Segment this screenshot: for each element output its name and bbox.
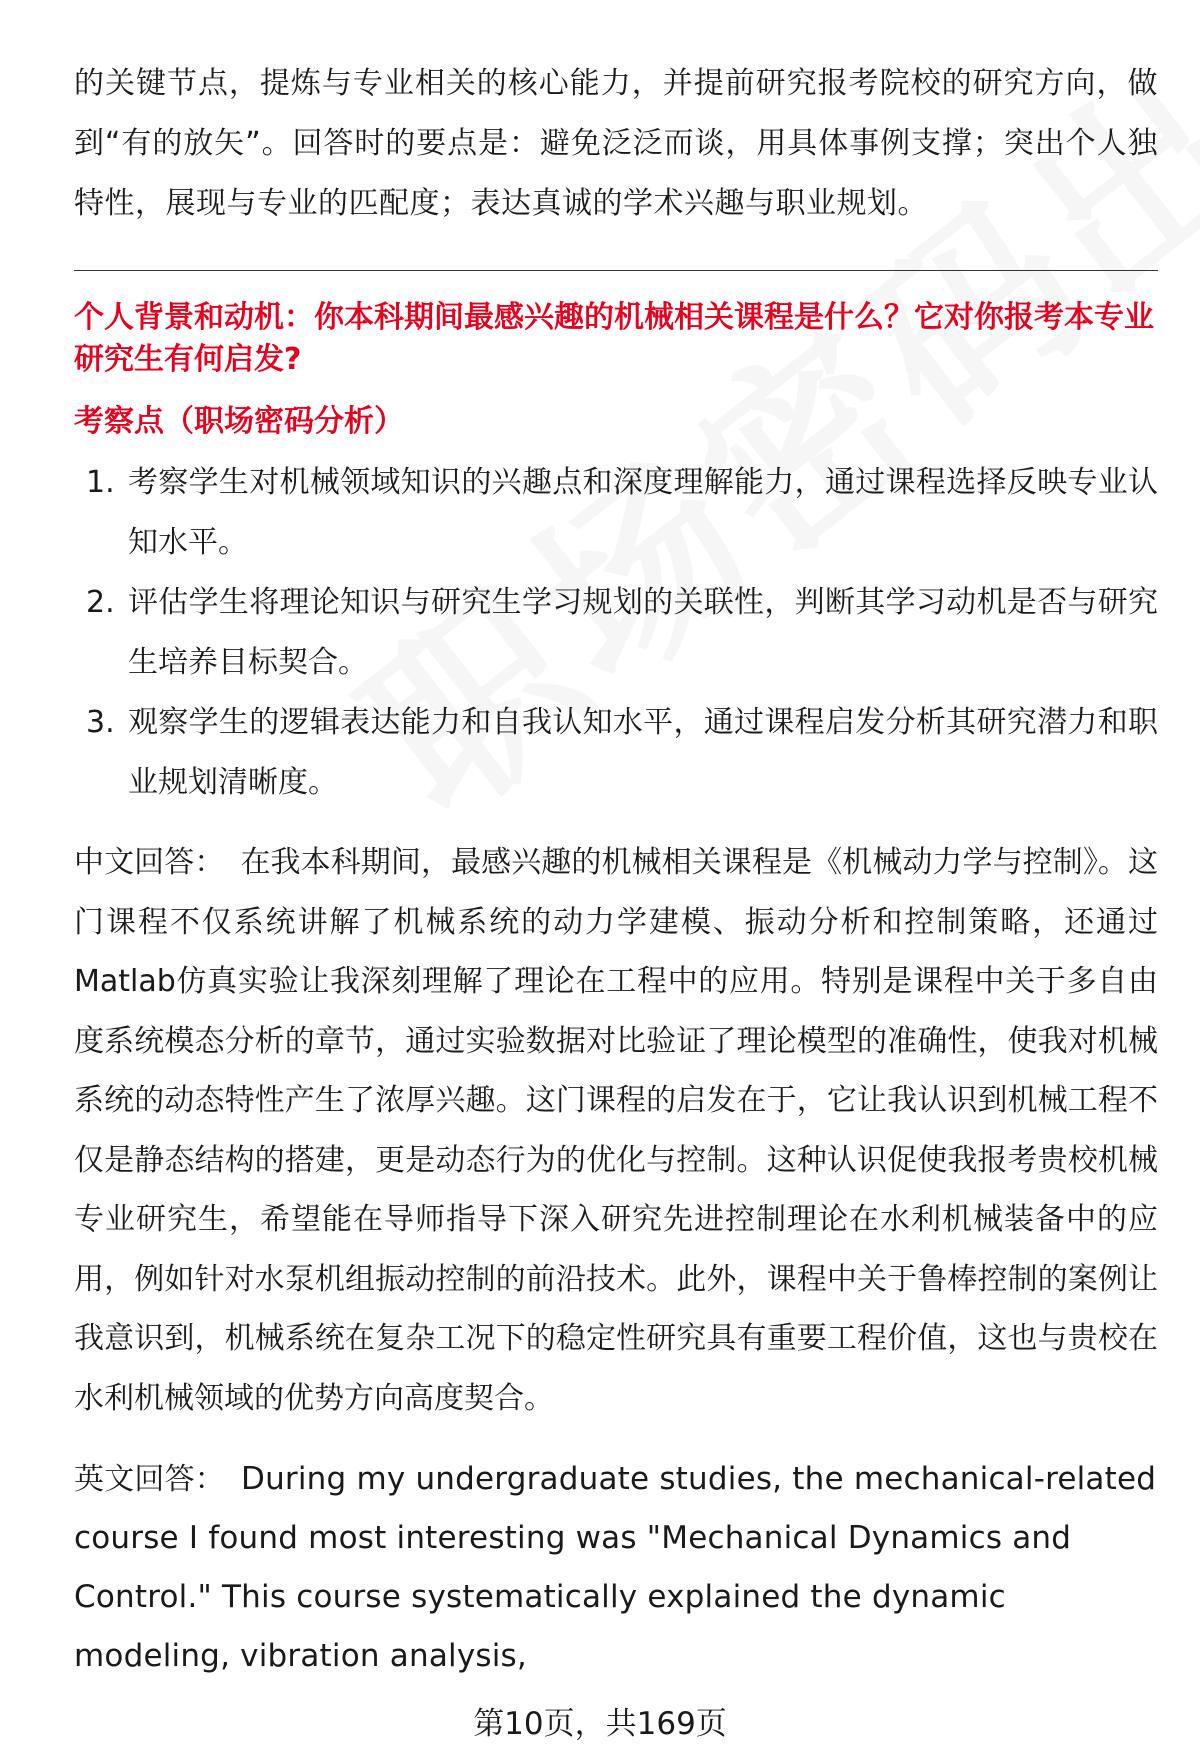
chinese-answer-text: 在我本科期间，最感兴趣的机械相关课程是《机械动力学与控制》。这门课程不仅系统讲解了机械系统的动力学建模、振动分析和控制策略，还通过Matlab仿真实验让我深刻理解了理论在工程中的应用。特别是课程中关于多自由度系统模态分析的章节，通过实验数据对比验证了理论模型的准确性，使我对机械系统的动态特性产生了浓厚兴趣。这门课程的启发在于，它让我认识到机械工程不仅是静态结构的搭建，更是动态行为的优化与控制。这种认识促使我报考贵校机械专业研究生，希望能在导师指导下深入研究先进控制理论在水利机械装备中的应用，例如针对水泵机组振动控制的前沿技术。此外，课程中关于鲁棒控制的案例让我意识到，机械系统在复杂工况下的稳定性研究具有重要工程价值，这也与贵校在水利机械领域的优势方向高度契合。 (74, 845, 1159, 1416)
section-heading: 考察点（职场密码分析） (74, 404, 404, 439)
page-number-footer: 第10页，共169页 (473, 1706, 727, 1742)
english-answer-label: 英文回答： (74, 1462, 225, 1497)
intro-paragraph: 的关键节点，提炼与专业相关的核心能力，并提前研究报考院校的研究方向，做到“有的放矢”。回答时的要点是：避免泛泛而谈，用具体事例支撑；突出个人独特性，展现与专业的匹配度；表达真诚的学术兴趣与职业规划。 (74, 66, 1158, 221)
document-page (74, 54, 1158, 1686)
list-item-text: 考察学生对机械领域知识的兴趣点和深度理解能力，通过课程选择反映专业认知水平。 (128, 465, 1158, 560)
list-item (74, 573, 1158, 693)
english-answer (74, 1450, 1158, 1686)
list-item (74, 453, 1158, 573)
list-item (74, 693, 1158, 813)
section-divider (74, 270, 1158, 271)
chinese-answer-label: 中文回答： (74, 845, 225, 880)
list-item-text: 评估学生将理论知识与研究生学习规划的关联性，判断其学习动机是否与研究生培养目标契合。 (128, 585, 1158, 680)
english-answer-text: During my undergraduate studies, the mechanical-related course I found most interesting was "Mechanical Dynamics and Control." This course systematically explained the dynamic modeling, vibration analysis, (74, 1461, 1157, 1674)
list-item-number: 3. (86, 705, 115, 740)
chinese-answer (74, 833, 1158, 1428)
list-item-number: 2. (86, 585, 115, 620)
list-item-number: 1. (86, 465, 115, 500)
points-list (74, 453, 1158, 813)
list-item-text: 观察学生的逻辑表达能力和自我认知水平，通过课程启发分析其研究潜力和职业规划清晰度。 (128, 705, 1158, 800)
question-heading: 个人背景和动机：你本科期间最感兴趣的机械相关课程是什么？它对你报考本专业研究生有何启发? (74, 300, 1154, 377)
